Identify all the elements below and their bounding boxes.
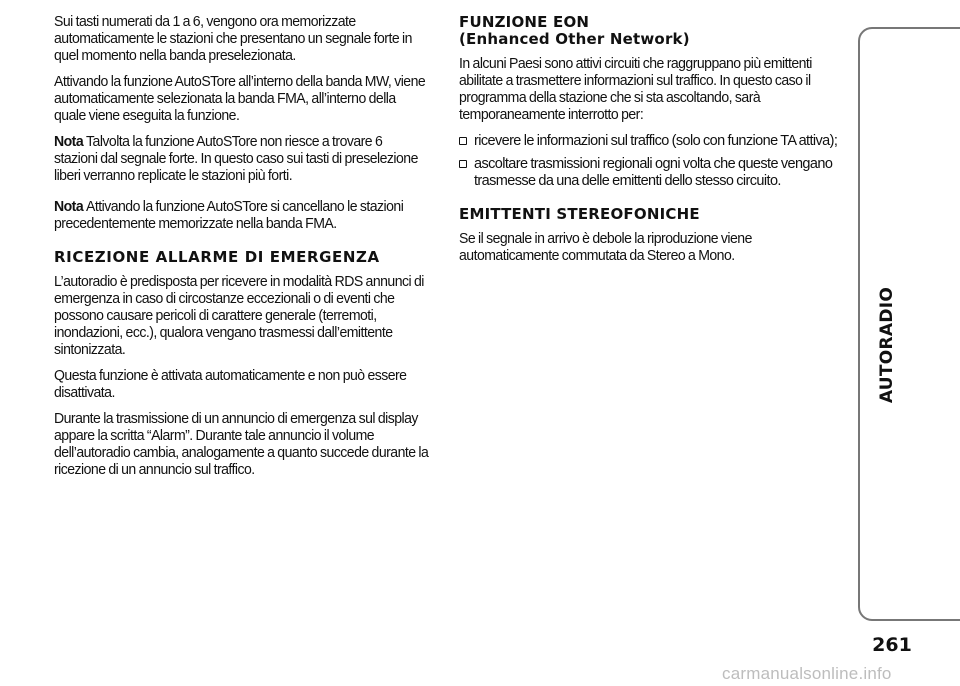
note-label: Nota [54, 199, 84, 215]
paragraph: Durante la trasmissione di un annuncio di emergenza sul display appare la scritta “Alarm”. Durante tale annuncio il volume dell’autoradio cambia, analogamente a quanto succede durante la ricezione di un annuncio sul traffico. [54, 411, 429, 478]
section-heading-emergency: RICEZIONE ALLARME DI EMERGENZA [54, 248, 380, 266]
note-text: Talvolta la funzione AutoSTore non riesce a trovare 6 stazioni dal segnale forte. In questo caso sui tasti di preselezione liberi verranno replicate le stazioni più forti. [54, 134, 418, 184]
watermark: carmanualsonline.info [722, 664, 892, 683]
square-bullet-icon [459, 160, 467, 168]
paragraph: Attivando la funzione AutoSTore all’interno della banda MW, viene automaticamente selezionata la banda FMA, all’interno della quale viene eseguita la funzione. [54, 74, 426, 124]
page-number: 261 [872, 634, 912, 656]
heading-line: FUNZIONE EON [459, 13, 590, 31]
heading-line: (Enhanced Other Network) [459, 30, 690, 48]
square-bullet-icon [459, 137, 467, 145]
section-heading-eon [459, 14, 849, 48]
note-text: Attivando la funzione AutoSTore si cancellano le stazioni precedentemente memorizzate nella banda FMA. [54, 199, 404, 232]
paragraph: Questa funzione è attivata automaticamente e non può essere disattivata. [54, 368, 407, 401]
side-tab-text: AUTORADIO [877, 286, 898, 404]
note-label: Nota [54, 134, 84, 150]
list-item-text: ascoltare trasmissioni regionali ogni volta che queste vengano trasmesse da una delle emittenti dello stesso circuito. [474, 156, 833, 189]
bullet-list [459, 133, 849, 190]
note-paragraph [54, 199, 428, 233]
paragraph: L’autoradio è predisposta per ricevere in modalità RDS annunci di emergenza in caso di circostanze eccezionali o di eventi che possono causare pericoli di carattere generale (terremoti, inondazioni, ecc.), qualora vengano trasmessi dall’emittente sintonizzata. [54, 274, 424, 358]
right-column [459, 14, 849, 274]
list-item [459, 156, 849, 190]
paragraph: Sui tasti numerati da 1 a 6, vengono ora memorizzate automaticamente le stazioni che presentano un segnale forte in quel momento nella banda preselezionata. [54, 14, 412, 64]
list-item-text: ricevere le informazioni sul traffico (solo con funzione TA attiva); [474, 133, 838, 149]
side-tab-label [872, 286, 902, 404]
section-heading-stereo: EMITTENTI STEREOFONICHE [459, 205, 700, 223]
note-paragraph [54, 134, 428, 185]
left-column [54, 14, 440, 488]
list-item [459, 133, 849, 150]
paragraph: In alcuni Paesi sono attivi circuiti che raggruppano più emittenti abilitate a trasmettere informazioni sul traffico. In questo caso il programma della stazione che si sta ascoltando, sarà temporaneamente interrotto per: [459, 56, 812, 123]
paragraph: Se il segnale in arrivo è debole la riproduzione viene automaticamente commutata da Stereo a Mono. [459, 231, 752, 264]
